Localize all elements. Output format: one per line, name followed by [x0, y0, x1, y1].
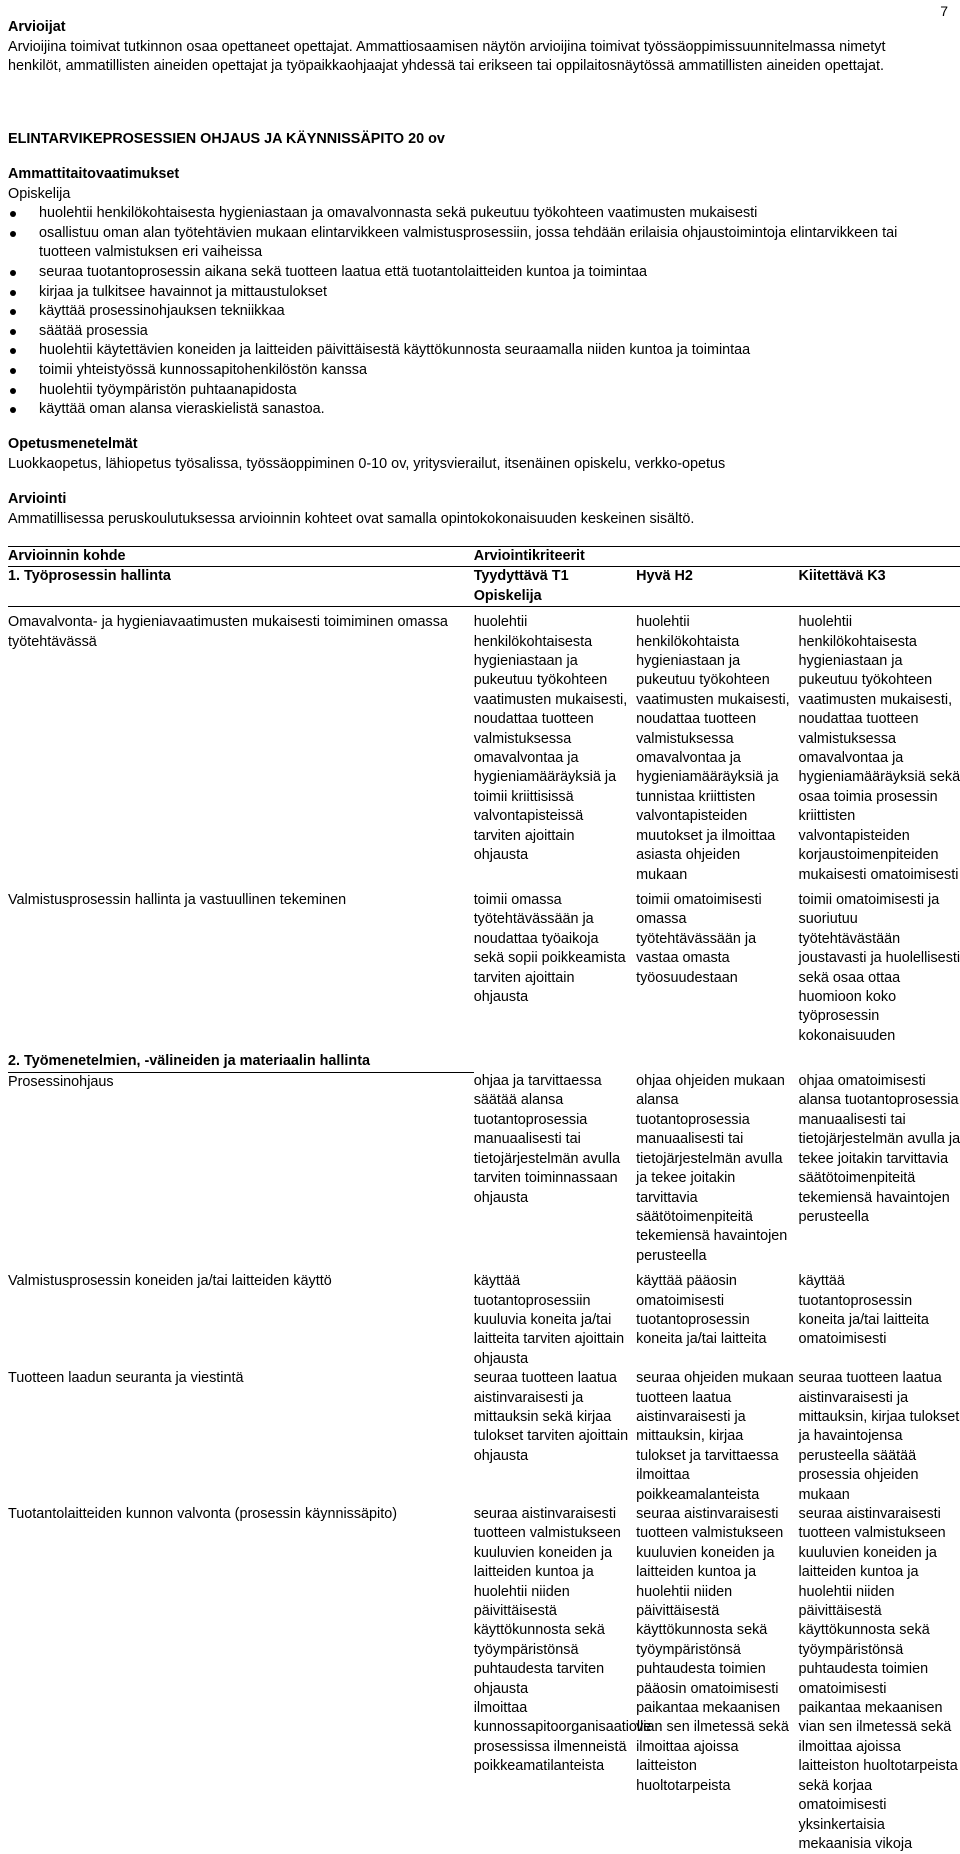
row-k3: seuraa aistinvaraisesti tuotteen valmistukseen kuuluvien koneiden ja laitteiden kuntoa ja huolehtii niiden päivittäisestä käyttökunnosta sekä työympäristönsä puhtaudesta toimien omatoimisesti — [799, 1505, 960, 1699]
col-kohde-header: Arvioinnin kohde — [8, 547, 474, 567]
list-item: toimii yhteistyössä kunnossapitohenkilöstön kanssa — [8, 361, 948, 381]
arvioijat-text: Arvioijina toimivat tutkinnon osaa opettaneet opettajat. Ammattiosaamisen näytön arvioijina toimivat työssäoppimissuunnitelmassa nimetyt henkilöt, ammatillisten aineiden opettajat ja työpaikkaohjaajat yhdessä tai erikseen tai oppilaitosnäytössä ammatillisten aineiden opettajat. — [8, 38, 938, 77]
list-item: huolehtii työympäristön puhtaanapidosta — [8, 381, 948, 401]
row-t1: toimii omassa työtehtävässään ja noudattaa työaikoja sekä sopii poikkeamista tarviten ajoittain ohjausta — [474, 891, 636, 1046]
table-row — [8, 1369, 960, 1505]
list-item: osallistuu oman alan työtehtävien mukaan elintarvikkeen valmistusprosessiin, jossa tehdään erilaisia ohjaustoimintoja elintarvikkeen tai tuotteen valmistuksen eri vaiheissa — [8, 224, 948, 263]
section1-heading: 1. Työprosessin hallinta — [8, 567, 474, 587]
row-k3: käyttää tuotantoprosessin koneita ja/tai laitteita omatoimisesti — [799, 1272, 960, 1369]
section2-heading: 2. Työmenetelmien, -välineiden ja materiaalin hallinta — [8, 1052, 474, 1072]
table-row — [8, 1505, 960, 1699]
col-kriteerit-header: Arviointikriteerit — [474, 547, 960, 567]
table-row — [8, 1072, 960, 1266]
row-t1: käyttää tuotantoprosessiin kuuluvia koneita ja/tai laitteita tarviten ajoittain ohjausta — [474, 1272, 636, 1369]
row-t1: ohjaa ja tarvittaessa säätää alansa tuotantoprosessia manuaalisesti tai tietojärjestelmän avulla tarviten toiminnassaan ohjausta — [474, 1072, 636, 1266]
row-k3: seuraa tuotteen laatua aistinvaraisesti ja mittauksin, kirjaa tulokset ja havaintojensa perusteella säätää prosessia ohjeiden mukaan — [799, 1369, 960, 1505]
row-t1: huolehtii henkilökohtaisesta hygieniastaan ja pukeutuu työkohteen vaatimusten mukaisesti, noudattaa tuotteen valmistuksessa omavalvontaa ja hygieniamääräyksiä ja toimii kriittisissä valvontapisteissä tarviten ajoittain ohjausta — [474, 613, 636, 885]
row-k3: toimii omatoimisesti ja suoriutuu työtehtävästään joustavasti ja huolellisesti sekä osaa ottaa huomioon koko työprosessin kokonaisuuden — [799, 891, 960, 1046]
row-kohde: Valmistusprosessin koneiden ja/tai laitteiden käyttö — [8, 1272, 474, 1369]
opetus-section — [8, 435, 948, 474]
row-kohde: Omavalvonta- ja hygieniavaatimusten mukaisesti toimiminen omassa työtehtävässä — [8, 613, 474, 885]
list-item: säätää prosessia — [8, 322, 948, 342]
row-h2: toimii omatoimisesti omassa työtehtävässään ja vastaa omasta työosuudestaan — [636, 891, 798, 1046]
row-kohde: Prosessinohjaus — [8, 1072, 474, 1266]
ammattitaito-heading: Ammattitaitovaatimukset — [8, 165, 948, 185]
row-kohde: Tuotantolaitteiden kunnon valvonta (prosessin käynnissäpito) — [8, 1505, 474, 1699]
table-row — [8, 891, 960, 1046]
row-t1: ilmoittaa kunnossapitoorganisaatiolle prosessissa ilmenneistä poikkeamatilanteista — [474, 1699, 636, 1854]
module-title — [8, 130, 948, 150]
arvioijat-heading: Arvioijat — [8, 18, 948, 38]
list-item: seuraa tuotantoprosessin aikana sekä tuotteen laatua että tuotantolaitteiden kuntoa ja toimintaa — [8, 263, 948, 283]
row-h2: paikantaa mekaanisen vian sen ilmetessä sekä ilmoittaa ajoissa laitteiston huoltotarpeista — [636, 1699, 798, 1854]
row-k3: huolehtii henkilökohtaisesta hygieniastaan ja pukeutuu työkohteen vaatimusten mukaisesti, noudattaa tuotteen valmistuksessa omavalvontaa ja hygieniamääräyksiä sekä osaa toimia prosessin kriittisten valvontapisteiden korjaustoimenpiteiden mukaisesti omatoimisesti — [799, 613, 960, 885]
row-t1: seuraa aistinvaraisesti tuotteen valmistukseen kuuluvien koneiden ja laitteiden kuntoa ja huolehtii niiden päivittäisestä käyttökunnosta sekä työympäristönsä puhtaudesta tarviten ohjausta — [474, 1505, 636, 1699]
ammattitaito-list — [8, 204, 948, 420]
list-item: käyttää prosessinohjauksen tekniikkaa — [8, 302, 948, 322]
arviointi-section — [8, 490, 948, 529]
opetus-heading: Opetusmenetelmät — [8, 435, 948, 455]
row-h2: seuraa ohjeiden mukaan tuotteen laatua aistinvaraisesti ja mittauksin, kirjaa tulokset ja tarvittaessa ilmoittaa poikkeamalanteista — [636, 1369, 798, 1505]
row-t1: seuraa tuotteen laatua aistinvaraisesti ja mittauksin sekä kirjaa tulokset tarviten ajoittain ohjausta — [474, 1369, 636, 1505]
ammattitaito-subject: Opiskelija — [8, 185, 948, 205]
row-k3: paikantaa mekaanisen vian sen ilmetessä sekä ilmoittaa ajoissa laitteiston huoltotarpeista sekä korjaa omatoimisesti yksinkertaisia mekaanisia vikoja — [799, 1699, 960, 1854]
table-row — [8, 613, 960, 885]
grade-k3: Kiitettävä K3 — [799, 567, 960, 587]
list-item: huolehtii henkilökohtaisesta hygieniastaan ja omavalvonnasta sekä pukeutuu työkohteen vaatimusten mukaisesti — [8, 204, 948, 224]
row-h2: huolehtii henkilökohtaista hygieniastaan ja pukeutuu työkohteen vaatimusten mukaisesti, noudattaa tuotteen valmistuksessa omavalvontaa ja hygieniamääräyksiä ja tunnistaa kriittisten valvontapisteiden muutokset ja ilmoittaa asiasta ohjeiden mukaan — [636, 613, 798, 885]
arvioijat-section — [8, 18, 948, 77]
grade-h2: Hyvä H2 — [636, 567, 798, 587]
opetus-text: Luokkaopetus, lähiopetus työsalissa, työssäoppiminen 0-10 ov, yritysvierailut, itsenäinen opiskelu, verkko-opetus — [8, 455, 948, 475]
list-item: huolehtii käytettävien koneiden ja laitteiden päivittäisestä käyttökunnosta seuraamalla niiden kuntoa ja toimintaa — [8, 341, 948, 361]
row-h2: seuraa aistinvaraisesti tuotteen valmistukseen kuuluvien koneiden ja laitteiden kuntoa ja huolehtii niiden päivittäisestä käyttökunnosta sekä työympäristönsä puhtaudesta toimien pääosin omatoimisesti — [636, 1505, 798, 1699]
ammattitaito-section — [8, 165, 948, 420]
arviointi-heading: Arviointi — [8, 490, 948, 510]
arviointi-text: Ammatillisessa peruskoulutuksessa arvioinnin kohteet ovat samalla opintokokonaisuuden keskeinen sisältö. — [8, 510, 948, 530]
row-kohde: Tuotteen laadun seuranta ja viestintä — [8, 1369, 474, 1505]
module-title-text: ELINTARVIKEPROSESSIEN OHJAUS JA KÄYNNISSÄPITO 20 ov — [8, 130, 948, 150]
criteria-table — [8, 546, 960, 1854]
list-item: kirjaa ja tulkitsee havainnot ja mittaustulokset — [8, 283, 948, 303]
table-subject: Opiskelija — [474, 587, 960, 607]
page-number: 7 — [940, 2, 948, 22]
row-kohde: Valmistusprosessin hallinta ja vastuullinen tekeminen — [8, 891, 474, 1046]
row-kohde — [8, 1699, 474, 1854]
row-h2: ohjaa ohjeiden mukaan alansa tuotantoprosessia manuaalisesti tai tietojärjestelmän avulla ja tekee joitakin tarvittavia säätötoimenpiteitä tekemiensä havaintojen perusteella — [636, 1072, 798, 1266]
table-row — [8, 1272, 960, 1369]
grade-t1: Tyydyttävä T1 — [474, 567, 636, 587]
list-item: käyttää oman alansa vieraskielistä sanastoa. — [8, 400, 948, 420]
table-row — [8, 1699, 960, 1854]
row-h2: käyttää pääosin omatoimisesti tuotantoprosessin koneita ja/tai laitteita — [636, 1272, 798, 1369]
row-k3: ohjaa omatoimisesti alansa tuotantoprosessia manuaalisesti tai tietojärjestelmän avulla ja tekee joitakin tarvittavia säätötoimenpiteitä tekemiensä havaintojen perusteella — [799, 1072, 960, 1266]
